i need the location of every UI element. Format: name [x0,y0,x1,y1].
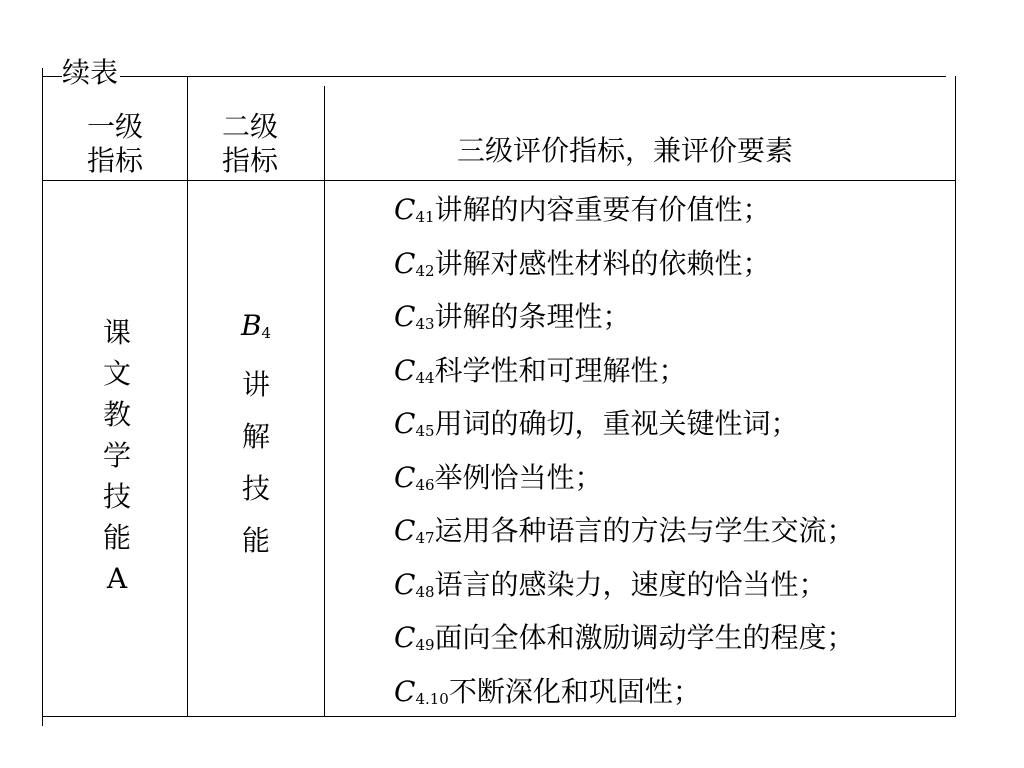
item-code [394,514,435,547]
item-text: 科学性和可理解性； [434,353,687,387]
item-text: 讲解的条理性； [434,300,631,333]
level1-char: 学 [102,439,131,472]
item-code-sub: 4.10 [415,689,449,708]
header-level2-line1: 二级 [221,110,278,143]
item-code-sub: 49 [415,636,435,654]
item-code-letter: C [394,514,416,547]
level3-item [394,295,954,349]
item-text: 运用各种语言的方法与学生交流； [434,514,855,547]
level3-item [394,349,954,403]
item-code-sub: 47 [415,529,435,547]
level2-code-sub: 4 [261,324,272,342]
item-code [394,300,435,333]
level2-char: 解 [241,420,270,453]
level3-item [394,616,954,670]
item-code-letter: C [394,246,416,280]
item-code-letter: C [394,193,416,226]
item-code [394,461,435,494]
item-code-sub: 44 [415,368,435,387]
item-code [394,407,435,440]
item-text: 不断深化和巩固性； [448,674,701,708]
level2-char: 技 [241,472,270,505]
level2-code [226,300,286,359]
item-code [394,621,435,654]
item-code [394,354,435,387]
item-code-sub: 43 [415,315,435,333]
item-code-letter: C [394,300,416,333]
item-code [394,675,449,708]
item-code-letter: C [394,567,416,601]
item-code-sub: 41 [415,208,435,226]
level2-char: 讲 [241,368,270,401]
header-level2 [195,110,305,178]
table-top-rule [42,76,946,77]
header-level2-line2: 指标 [221,144,278,177]
table-caption: 续表 [62,56,119,89]
column-divider-2 [324,86,325,716]
item-code [394,193,435,226]
level1-indicator-cell [87,312,147,599]
level2-code-letter: B [240,309,262,342]
item-text: 讲解的内容重要有价值性； [434,193,771,226]
level1-char: 课 [102,316,131,349]
table-left-border [42,68,43,726]
header-level1-line1: 一级 [86,110,143,143]
level1-char: A [106,562,128,595]
item-code-sub: 45 [415,422,435,440]
item-text: 举例恰当性； [434,460,603,494]
header-level1 [60,110,170,178]
level1-char: 文 [102,357,131,390]
header-level3: 三级评价指标，兼评价要素 [456,134,793,167]
item-code-sub: 48 [415,582,435,601]
item-text: 语言的感染力，速度的恰当性； [434,567,827,601]
item-text: 讲解对感性材料的依赖性； [434,246,771,280]
item-text: 面向全体和激励调动学生的程度； [434,621,855,654]
column-divider-1 [187,76,188,716]
item-code-sub: 46 [415,475,435,494]
level3-item [394,563,954,617]
item-code-letter: C [394,407,416,440]
level3-item [394,242,954,296]
level1-char: 教 [102,398,131,431]
item-code [394,568,435,601]
item-code-letter: C [394,353,416,387]
level2-char: 能 [241,524,270,557]
item-code-letter: C [394,621,416,654]
level3-item [394,188,954,242]
level2-indicator-cell [226,300,286,567]
header-level1-line2: 指标 [86,144,143,177]
level1-char: 能 [102,521,131,554]
level1-char: 技 [102,480,131,513]
table-header-rule [42,180,956,181]
item-code [394,247,435,280]
item-code-letter: C [394,674,416,708]
level3-item [394,509,954,563]
table-right-border [955,76,956,716]
level3-item-list [394,188,954,723]
item-text: 用词的确切，重视关键性词； [434,407,799,440]
item-code-sub: 42 [415,261,435,280]
item-code-letter: C [394,460,416,494]
level3-item [394,456,954,510]
level3-item [394,670,954,724]
level3-item [394,402,954,456]
